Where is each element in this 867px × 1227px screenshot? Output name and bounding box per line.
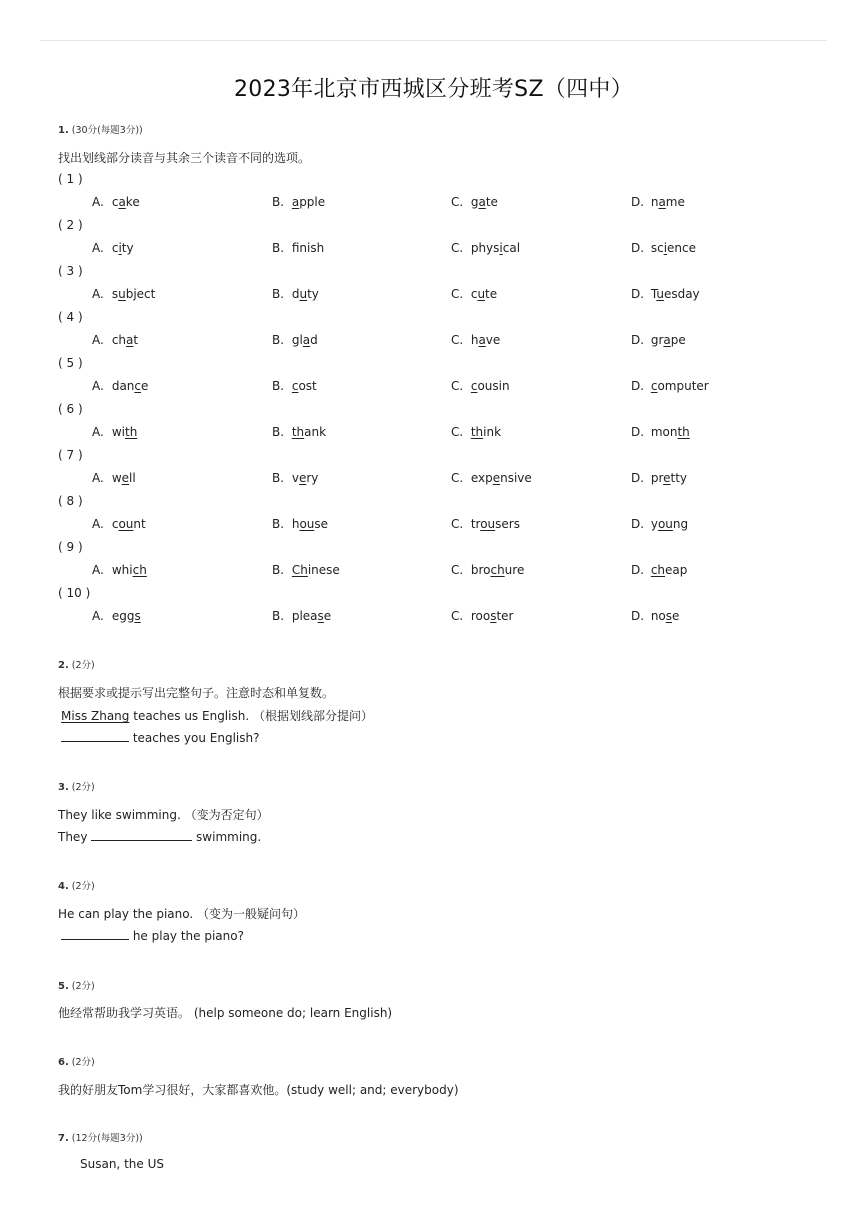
q6-line1: 我的好朋友Tom学习很好，大家都喜欢他。(study well; and; everybody) [58,1083,459,1097]
option-letter: C. [451,241,464,255]
word-part-pre: y [650,517,658,531]
word-underlined-part: e [492,471,501,485]
option-letter: D. [631,609,645,623]
word-part-pre: whi [111,563,133,577]
q1-option[interactable] [451,333,500,347]
option-letter: C. [451,471,464,485]
word-underlined-part: c [470,379,478,393]
word-part-post: ence [667,241,696,255]
word-part-post: ter [496,609,514,623]
q1-option[interactable] [272,517,328,531]
q1-option[interactable] [92,563,147,577]
word-underlined-part: e [663,471,671,485]
word-part-pre: exp [470,471,493,485]
option-letter: D. [631,517,645,531]
word-part-pre: no [650,609,666,623]
word-part-post: cal [502,241,521,255]
word-part-pre: n [650,195,659,209]
option-letter: C. [451,517,464,531]
q1-option[interactable] [451,195,498,209]
q3-line1: They like swimming. （变为否定句） [58,808,269,822]
option-letter: D. [631,563,645,577]
word-part-post: sers [495,517,520,531]
q4-line2 [61,928,244,943]
word-part-pre: bro [470,563,491,577]
q7-line1: Susan, the US [80,1157,164,1171]
q2-instruction: 根据要求或提示写出完整句子。注意时态和单复数。 [58,686,335,700]
word-part-post: ng [672,517,689,531]
option-letter: B. [272,471,285,485]
q1-item-label: ( 2 ) [58,218,83,232]
q1-option[interactable] [451,517,520,531]
q1-option[interactable] [272,471,318,485]
word-part-post: e [672,609,680,623]
q1-item-label: ( 3 ) [58,264,83,278]
option-letter: A. [92,241,104,255]
word-underlined-part: th [124,425,138,439]
word-part-post: pple [299,195,326,209]
word-part-post: pe [670,333,686,347]
word-underlined-part: u [118,287,126,301]
word-part-post: ousin [477,379,510,393]
word-part-pre: tr [470,517,481,531]
word-underlined-part: Ch [291,563,308,577]
q1-option[interactable] [451,287,497,301]
option-letter: A. [92,379,104,393]
word-part-post: tty [670,471,688,485]
word-underlined-part: e [298,471,307,485]
q4-answer-blank[interactable] [61,928,129,940]
option-letter: A. [92,195,104,209]
word-part-pre: d [291,287,300,301]
q1-option[interactable] [631,333,686,347]
word-part-pre: pr [650,471,664,485]
word-part-pre: h [470,333,479,347]
word-underlined-part: th [291,425,305,439]
word-underlined-part: ou [118,517,134,531]
q1-option[interactable] [92,379,148,393]
q3-header [58,779,95,793]
word-part-post: ll [129,471,136,485]
q1-option[interactable] [631,241,696,255]
q5-score: (2分) [71,981,95,992]
word-part-pre: plea [291,609,318,623]
word-underlined-part: e [121,471,130,485]
word-underlined-part: s [490,609,497,623]
word-underlined-part: th [470,425,484,439]
option-letter: A. [92,609,104,623]
q1-option[interactable] [631,563,687,577]
q1-option[interactable] [272,563,340,577]
word-part-post: se [314,517,329,531]
word-part-post: nish [299,241,325,255]
q6-header [58,1054,95,1068]
word-underlined-part: a [478,195,486,209]
word-part-post: te [485,195,498,209]
word-underlined-part: a [118,195,126,209]
q4-header [58,878,95,892]
q1-option[interactable] [451,609,513,623]
word-underlined-part: a [663,333,671,347]
word-part-pre: f [291,241,300,255]
word-part-pre: h [291,517,300,531]
word-part-post: ke [125,195,140,209]
word-underlined-part: c [134,379,142,393]
q1-option[interactable] [92,195,140,209]
word-part-post: ry [306,471,319,485]
word-part-pre: c [111,517,119,531]
option-letter: B. [272,241,285,255]
option-letter: C. [451,379,464,393]
word-part-post: ve [485,333,501,347]
q1-option[interactable] [631,517,688,531]
q1-option[interactable] [92,425,137,439]
q1-option[interactable] [631,425,690,439]
q1-item-label: ( 4 ) [58,310,83,324]
q1-number: 1. [58,125,69,136]
word-underlined-part: a [126,333,134,347]
q6-score: (2分) [71,1057,95,1068]
option-letter: D. [631,425,645,439]
q1-option[interactable] [631,471,687,485]
word-underlined-part: u [477,287,486,301]
q7-number: 7. [58,1133,69,1144]
option-letter: B. [272,333,285,347]
word-underlined-part: a [291,195,300,209]
q1-option[interactable] [451,563,524,577]
q1-option[interactable] [631,287,700,301]
word-part-pre: s [111,287,119,301]
word-part-pre: c [111,195,119,209]
option-letter: C. [451,609,464,623]
option-letter: B. [272,609,285,623]
word-part-post: ty [121,241,134,255]
q1-item-label: ( 5 ) [58,356,83,370]
word-part-pre: v [291,471,299,485]
q7-header [58,1130,143,1144]
q1-option[interactable] [272,287,319,301]
option-letter: B. [272,425,285,439]
word-part-pre: roo [470,609,491,623]
q1-header [58,122,143,136]
q3-number: 3. [58,782,69,793]
option-letter: D. [631,287,645,301]
option-letter: A. [92,563,104,577]
option-letter: D. [631,471,645,485]
page-top-rule [40,40,827,41]
q4-line1: He can play the piano. （变为一般疑问句） [58,907,305,921]
q2-header [58,657,95,671]
word-part-pre: ch [111,333,127,347]
word-underlined-part: a [658,195,666,209]
option-letter: C. [451,333,464,347]
option-letter: A. [92,517,104,531]
word-part-post: inese [307,563,340,577]
word-underlined-part: ch [490,563,505,577]
q1-option[interactable] [272,333,318,347]
option-letter: B. [272,195,285,209]
word-underlined-part: ou [657,517,673,531]
option-letter: B. [272,379,285,393]
option-letter: D. [631,195,645,209]
word-underlined-part: th [677,425,690,439]
q3-score: (2分) [71,782,95,793]
q2-line1-rest: teaches us English. （根据划线部分提问） [129,709,373,723]
word-part-pre: gl [291,333,303,347]
word-underlined-part: ou [299,517,315,531]
q1-item-label: ( 1 ) [58,172,83,186]
word-part-post: nsive [500,471,532,485]
word-underlined-part: ch [650,563,666,577]
q1-option[interactable] [92,333,138,347]
q5-number: 5. [58,981,69,992]
word-part-pre: wi [111,425,125,439]
word-underlined-part: ou [480,517,496,531]
word-part-pre: dan [111,379,135,393]
q4-line2-post: he play the piano? [129,929,244,943]
q2-score: (2分) [71,660,95,671]
word-part-post: esday [663,287,700,301]
q1-item-label: ( 6 ) [58,402,83,416]
option-letter: A. [92,333,104,347]
q1-score: (30分(每题3分)) [71,125,143,136]
q1-option[interactable] [272,425,326,439]
q5-header [58,978,95,992]
word-underlined-part: a [478,333,486,347]
q1-option[interactable] [92,609,141,623]
q1-option[interactable] [451,471,532,485]
q4-number: 4. [58,881,69,892]
q1-option[interactable] [631,379,709,393]
q2-number: 2. [58,660,69,671]
q1-option[interactable] [272,379,317,393]
option-letter: B. [272,517,285,531]
q2-underlined-phrase: Miss Zhang [61,709,130,723]
word-part-post: ure [504,563,525,577]
word-part-pre: g [470,195,479,209]
option-letter: C. [451,195,464,209]
q1-option[interactable] [92,471,136,485]
word-underlined-part: s [134,609,141,623]
q1-instruction: 找出划线部分读音与其余三个读音不同的选项。 [58,151,311,165]
word-part-post: e [323,609,332,623]
word-part-post: ink [483,425,502,439]
q6-number: 6. [58,1057,69,1068]
q2-line2 [61,730,259,745]
word-underlined-part: c [291,379,299,393]
word-part-post: t [133,333,139,347]
word-part-post: ty [307,287,319,301]
q1-option[interactable] [92,517,146,531]
q4-score: (2分) [71,881,95,892]
word-part-post: me [665,195,685,209]
q7-score: (12分(每题3分)) [71,1133,143,1144]
word-part-post: eap [665,563,688,577]
word-part-pre: w [111,471,122,485]
q1-option[interactable] [451,241,520,255]
word-underlined-part: i [499,241,503,255]
word-part-pre: gr [650,333,664,347]
word-part-post: d [310,333,318,347]
word-part-post: bject [125,287,156,301]
word-underlined-part: i [118,241,122,255]
word-part-post: te [485,287,498,301]
word-part-pre: mon [650,425,678,439]
word-underlined-part: u [656,287,664,301]
q2-line1 [61,707,373,724]
q1-option[interactable] [451,425,501,439]
q1-item-label: ( 10 ) [58,586,91,600]
word-part-pre: c [111,241,119,255]
q3-line2-pre: They [58,830,92,844]
q5-line1: 他经常帮助我学习英语。 (help someone do; learn English) [58,1006,393,1020]
option-letter: A. [92,471,104,485]
q1-option[interactable] [631,609,679,623]
word-underlined-part: u [299,287,308,301]
word-underlined-part: s [317,609,324,623]
page-title: 2023年北京市西城区分班考SZ（四中） [233,77,634,102]
option-letter: D. [631,241,645,255]
option-letter: C. [451,425,464,439]
word-part-post: e [141,379,149,393]
word-part-post: nt [133,517,146,531]
word-part-pre: egg [111,609,135,623]
word-part-post: ost [298,379,317,393]
word-underlined-part: i [663,241,668,255]
option-letter: C. [451,563,464,577]
q3-answer-blank[interactable] [91,829,192,841]
option-letter: D. [631,333,645,347]
q2-answer-blank[interactable] [61,730,129,742]
word-part-pre: sc [650,241,664,255]
word-part-post: ank [304,425,327,439]
word-part-pre: phys [470,241,500,255]
option-letter: B. [272,287,285,301]
q1-option[interactable] [92,241,134,255]
q3-line2 [58,829,261,844]
q2-line2-rest: teaches you English? [129,731,260,745]
option-letter: A. [92,287,104,301]
q1-item-label: ( 7 ) [58,448,83,462]
q1-option[interactable] [451,379,510,393]
q1-option[interactable] [272,195,325,209]
q1-item-label: ( 9 ) [58,540,83,554]
option-letter: A. [92,425,104,439]
word-underlined-part: s [665,609,673,623]
q1-option[interactable] [272,241,324,255]
q1-option[interactable] [92,287,155,301]
q1-option[interactable] [272,609,331,623]
q1-option[interactable] [631,195,685,209]
option-letter: B. [272,563,285,577]
word-underlined-part: c [650,379,658,393]
word-part-pre: c [470,287,478,301]
word-part-post: omputer [657,379,709,393]
option-letter: D. [631,379,645,393]
word-part-pre: T [650,287,657,301]
word-underlined-part: ch [132,563,147,577]
word-underlined-part: a [302,333,311,347]
q3-line2-post: swimming. [192,830,262,844]
option-letter: C. [451,287,464,301]
q1-item-label: ( 8 ) [58,494,83,508]
